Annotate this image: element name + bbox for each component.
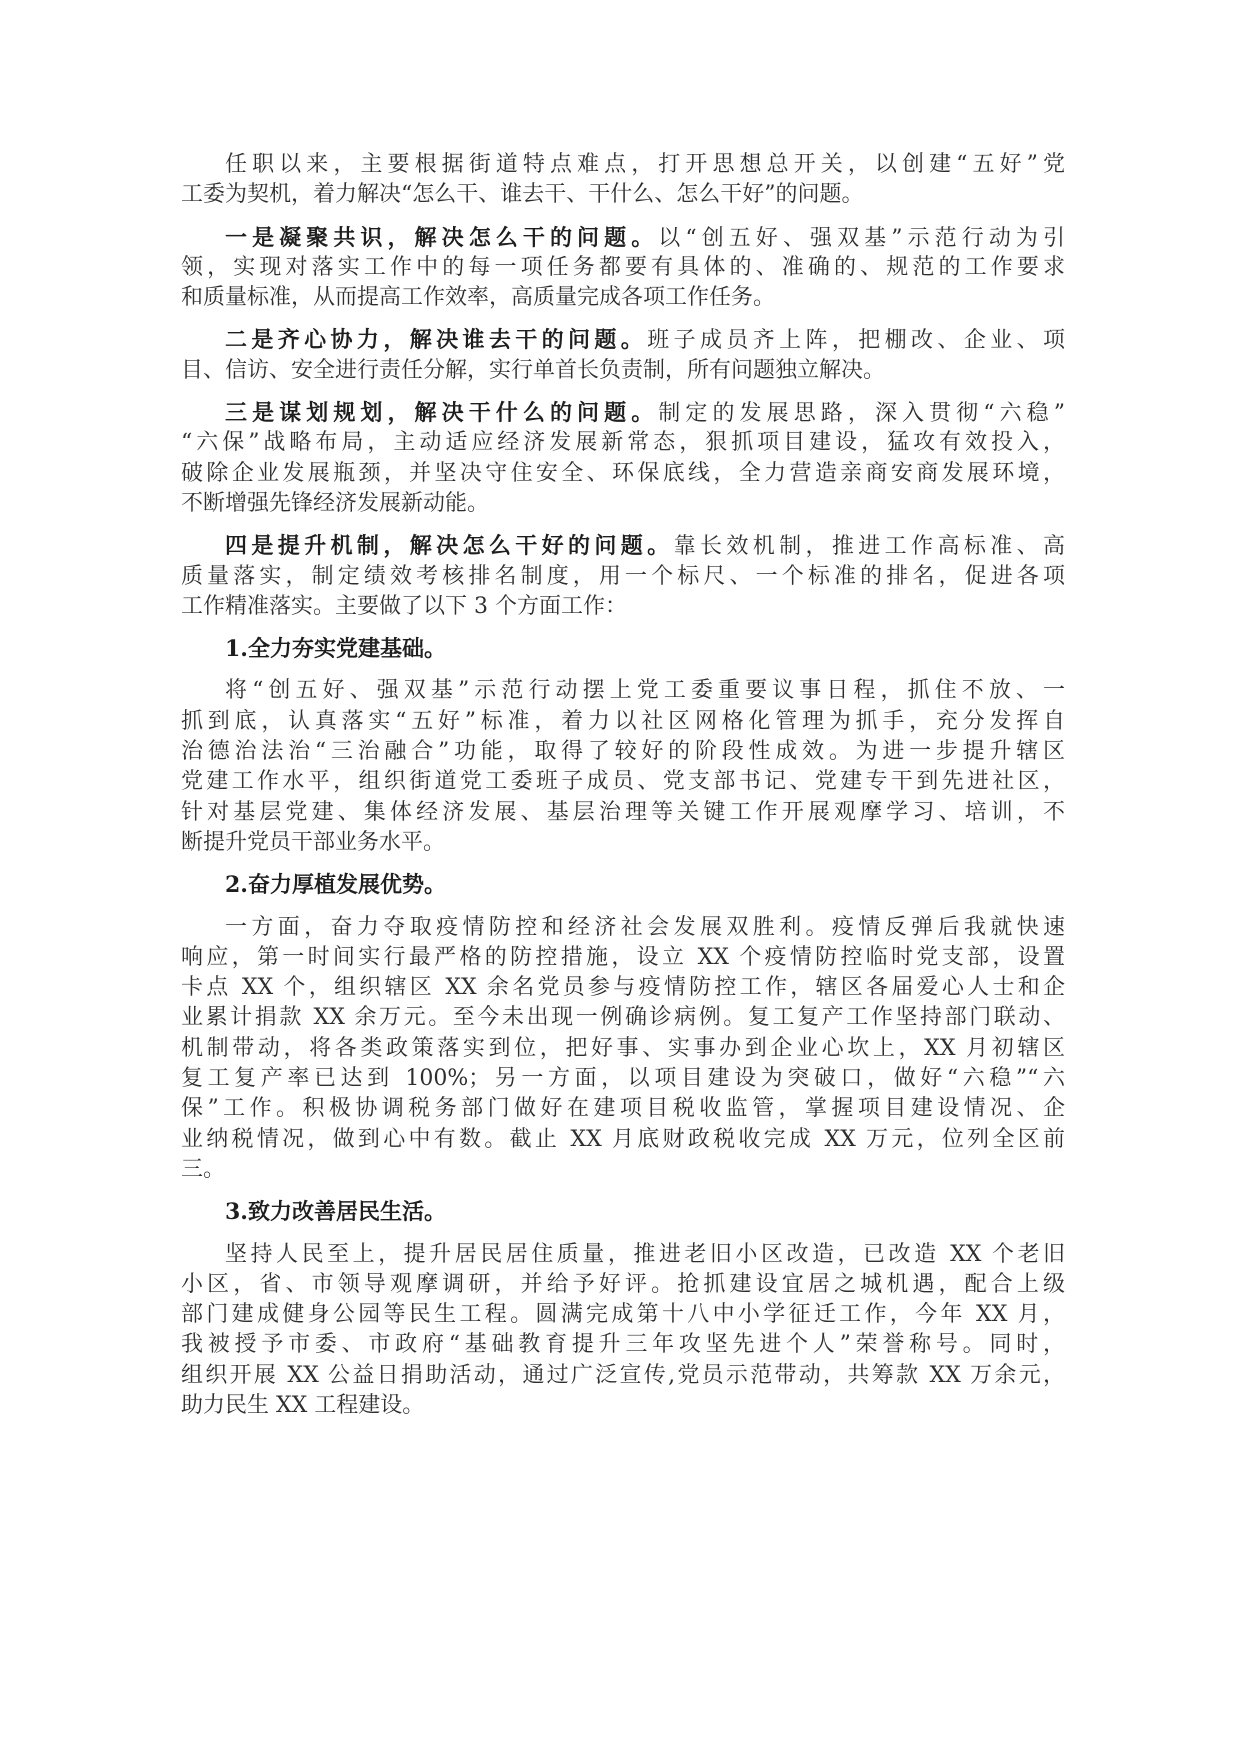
text-line: [181, 1330, 1065, 1360]
line-text: 保”工作。积极协调税务部门做好在建项目税收监管，掌握项目建设情况、企: [181, 1096, 1065, 1122]
text-line: [181, 1003, 1065, 1033]
text-line: [181, 150, 1065, 180]
text-line: [181, 1300, 1065, 1330]
line-text: “六保”战略布局，主动适应经济发展新常态，狠抓项目建设，猛攻有效投入，: [181, 430, 1065, 456]
line-text: 我被授予市委、市政府“基础教育提升三年攻坚先进个人”荣誉称号。同时，: [181, 1332, 1065, 1358]
line-text: 班子成员齐上阵，把棚改、企业、项: [647, 328, 1065, 354]
text-line: [181, 489, 1065, 519]
text-line: [181, 1361, 1065, 1391]
line-text: 复工复产率已达到 100%；另一方面，以项目建设为突破口，做好“六稳”“六: [181, 1066, 1065, 1092]
text-line: [181, 325, 1065, 355]
paragraph: [181, 676, 1065, 858]
text-line: [181, 707, 1065, 737]
line-text: 工作精准落实。主要做了以下 3 个方面工作：: [181, 593, 627, 619]
line-text: 质量落实，制定绩效考核排名制度，用一个标尺、一个标准的排名，促进各项: [181, 563, 1065, 589]
paragraph: [181, 913, 1065, 1186]
document-body: [181, 150, 1065, 1433]
section-heading: [181, 870, 1065, 900]
paragraph: [181, 223, 1065, 314]
text-line: [181, 913, 1065, 943]
paragraph: [181, 1240, 1065, 1422]
text-line: [181, 592, 1065, 622]
text-line: [181, 1270, 1065, 1300]
text-line: [181, 973, 1065, 1003]
paragraph-lead: 四是提升机制，解决怎么干好的问题。: [225, 533, 674, 560]
text-line: [181, 531, 1065, 561]
line-text: 助力民生 XX 工程建设。: [181, 1392, 425, 1418]
text-line: [181, 1197, 1065, 1227]
text-line: [181, 1155, 1065, 1185]
line-text: 三。: [181, 1156, 226, 1182]
line-text: 不断增强先锋经济发展新动能。: [181, 490, 490, 516]
text-line: [181, 428, 1065, 458]
text-line: [181, 223, 1065, 253]
text-line: [181, 1240, 1065, 1270]
line-text: 针对基层党建、集体经济发展、基层治理等关键工作开展观摩学习、培训，不: [181, 799, 1065, 825]
text-line: [181, 398, 1065, 428]
text-line: [181, 1125, 1065, 1155]
line-text: 响应，第一时间实行最严格的防控措施，设立 XX 个疫情防控临时党支部，设置: [181, 944, 1065, 970]
text-line: [181, 767, 1065, 797]
text-line: [181, 737, 1065, 767]
text-line: [181, 634, 1065, 664]
line-text: 坚持人民至上，提升居民居住质量，推进老旧小区改造，已改造 XX 个老旧: [225, 1241, 1065, 1267]
line-text: 1.全力夯实党建基础。: [225, 636, 446, 663]
paragraph: [181, 325, 1065, 386]
line-text: 工委为契机，着力解决“怎么干、谁去干、干什么、怎么干好”的问题。: [181, 182, 864, 208]
text-line: [181, 253, 1065, 283]
text-line: [181, 798, 1065, 828]
line-text: 目、信访、安全进行责任分解，实行单首长负责制，所有问题独立解决。: [181, 357, 886, 383]
section-heading: [181, 634, 1065, 664]
paragraph-lead: 二是齐心协力，解决谁去干的问题。: [225, 327, 648, 354]
line-text: 将“创五好、强双基”示范行动摆上党工委重要议事日程，抓住不放、一: [225, 678, 1065, 704]
line-text: 小区，省、市领导观摩调研，并给予好评。抢抓建设宜居之城机遇，配合上级: [181, 1271, 1065, 1297]
line-text: 以“创五好、强双基”示范行动为引: [658, 225, 1065, 251]
text-line: [181, 356, 1065, 386]
line-text: 领，实现对落实工作中的每一项任务都要有具体的、准确的、规范的工作要求: [181, 254, 1065, 280]
line-text: 2.奋力厚植发展优势。: [225, 872, 446, 899]
line-text: 抓到底，认真落实“五好”标准，着力以社区网格化管理为抓手，充分发挥自: [181, 708, 1065, 734]
line-text: 断提升党员干部业务水平。: [181, 829, 446, 855]
text-line: [181, 870, 1065, 900]
text-line: [181, 1391, 1065, 1421]
line-text: 治德治法治“三治融合”功能，取得了较好的阶段性成效。为进一步提升辖区: [181, 739, 1065, 765]
line-text: 机制带动，将各类政策落实到位，把好事、实事办到企业心坎上，XX 月初辖区: [181, 1035, 1065, 1061]
paragraph-lead: 三是谋划规划，解决干什么的问题。: [225, 400, 659, 427]
section-heading: [181, 1197, 1065, 1227]
line-text: 党建工作水平，组织街道党工委班子成员、党支部书记、党建专干到先进社区，: [181, 769, 1065, 795]
line-text: 部门建成健身公园等民生工程。圆满完成第十八中小学征迁工作，今年 XX 月，: [181, 1302, 1065, 1328]
text-line: [181, 180, 1065, 210]
line-text: 一方面，奋力夺取疫情防控和经济社会发展双胜利。疫情反弹后我就快速: [225, 914, 1065, 940]
paragraph: [181, 398, 1065, 519]
line-text: 组织开展 XX 公益日捐助活动，通过广泛宣传,党员示范带动，共筹款 XX 万余元，: [181, 1362, 1065, 1388]
line-text: 业纳税情况，做到心中有数。截止 XX 月底财政税收完成 XX 万元，位列全区前: [181, 1126, 1065, 1152]
line-text: 卡点 XX 个，组织辖区 XX 余名党员参与疫情防控工作，辖区各届爱心人士和企: [181, 975, 1065, 1001]
line-text: 3.致力改善居民生活。: [225, 1199, 446, 1226]
text-line: [181, 676, 1065, 706]
line-text: 靠长效机制，推进工作高标准、高: [673, 534, 1065, 560]
line-text: 任职以来，主要根据街道特点难点，打开思想总开关，以创建“五好”党: [225, 152, 1065, 177]
text-line: [181, 943, 1065, 973]
line-text: 破除企业发展瓶颈，并坚决守住安全、环保底线，全力营造亲商安商发展环境，: [181, 460, 1065, 486]
text-line: [181, 1094, 1065, 1124]
paragraph: [181, 531, 1065, 622]
text-line: [181, 1064, 1065, 1094]
text-line: [181, 828, 1065, 858]
text-line: [181, 459, 1065, 489]
line-text: 和质量标准，从而提高工作效率，高质量完成各项工作任务。: [181, 285, 776, 311]
line-text: 制定的发展思路，深入贯彻“六稳”: [658, 401, 1065, 427]
paragraph-lead: 一是凝聚共识，解决怎么干的问题。: [225, 224, 659, 251]
text-line: [181, 562, 1065, 592]
line-text: 业累计捐款 XX 余万元。至今未出现一例确诊病例。复工复产工作坚持部门联动、: [181, 1005, 1065, 1031]
paragraph: [181, 150, 1065, 211]
text-line: [181, 283, 1065, 313]
text-line: [181, 1034, 1065, 1064]
